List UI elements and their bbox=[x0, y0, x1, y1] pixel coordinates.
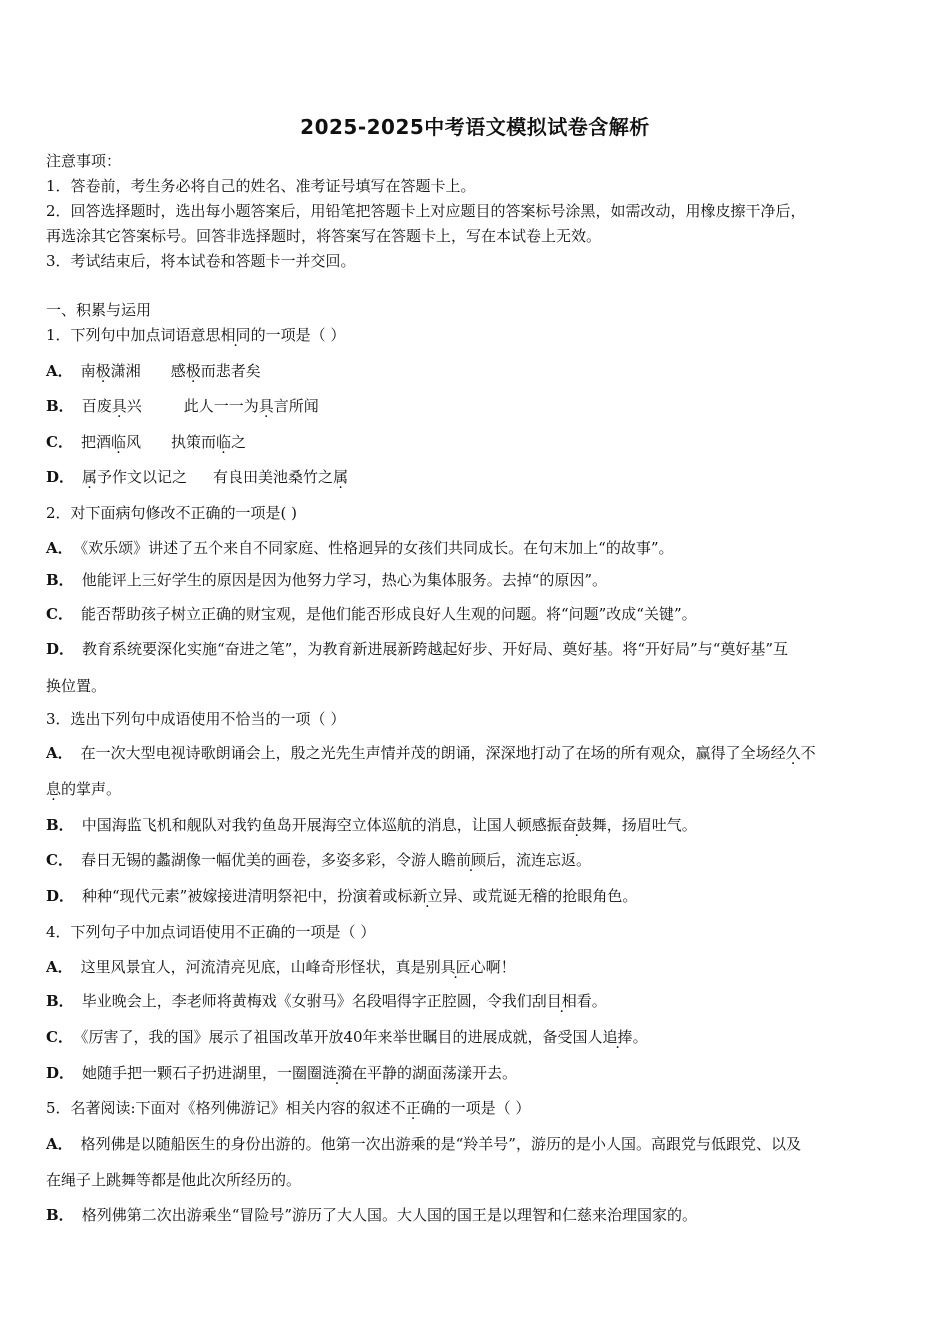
question-1-stem: 1．下列句中加点词语意思相同的一项是（ ） bbox=[46, 326, 346, 344]
question-2-option-b: B． 他能评上三好学生的原因是因为他努力学习，热心为集体服务。去掉“的原因”。 bbox=[46, 571, 608, 589]
emphasis-text: 极 bbox=[95, 362, 111, 380]
section-heading: 一、积累与运用 bbox=[46, 301, 152, 319]
question-4-option-b: B． 毕业晚会上，李老师将黄梅戏《女驸马》名段唱得字正腔圆，令我们刮目相看。 bbox=[46, 992, 607, 1010]
emphasis-text: 极 bbox=[185, 362, 201, 380]
question-1-option-d: D． 属予作文以记之 有良田美池桑竹之属 bbox=[46, 468, 349, 486]
question-4-option-c: C． 《厉害了，我的国》展示了祖国改革开放40年来举世瞩目的进展成就，备受国人追捧。 bbox=[46, 1028, 648, 1046]
notice-item: 1．答卷前，考生务必将自己的姓名、准考证号填写在答题卡上。 bbox=[46, 177, 476, 195]
emphasis-text: 不正确 bbox=[390, 1099, 436, 1117]
question-5-stem: 5．名著阅读:下面对《格列佛游记》相关内容的叙述不正确的一项是（ ） bbox=[46, 1099, 531, 1117]
emphasis-text: 临 bbox=[216, 433, 232, 451]
question-2-option-d: D． 教育系统要深化实施“奋进之笔”，为教育新进展新跨越起好步、开好局、奠好基。将“开好局”与“奠好基”互 bbox=[46, 640, 789, 658]
emphasis-text: 振奋鼓舞 bbox=[546, 816, 607, 834]
question-5-option-a-cont: 在绳子上跳舞等都是他此次所经历的。 bbox=[46, 1171, 302, 1189]
question-1-option-a: A． 南极潇湘 感极而悲者矣 bbox=[46, 362, 261, 380]
question-3-option-c: C． 春日无锡的蠡湖像一幅优美的画卷，多姿多彩，令游人瞻前顾后，流连忘返。 bbox=[46, 851, 591, 869]
question-2-option-c: C． 能否帮助孩子树立正确的财宝观，是他们能否形成良好人生观的问题。将“问题”改成“关键”。 bbox=[46, 605, 697, 623]
question-4-stem: 4．下列句子中加点词语使用不正确的一项是（ ） bbox=[46, 923, 376, 941]
question-3-option-b: B． 中国海监飞机和舰队对我钓鱼岛开展海空立体巡航的消息，让国人顿感振奋鼓舞，扬眉吐气。 bbox=[46, 816, 697, 834]
emphasis-text: 临 bbox=[110, 433, 126, 451]
emphasis-text: 相同 bbox=[220, 326, 251, 344]
emphasis-text: 追捧 bbox=[602, 1028, 633, 1046]
question-5-option-b: B． 格列佛第二次出游乘坐“冒险号”游历了大人国。大人国的国王是以理智和仁慈来治理国家的。 bbox=[46, 1206, 698, 1224]
question-2-option-a: A． 《欢乐颂》讲述了五个来自不同家庭、性格迥异的女孩们共同成长。在句末加上“的故事”。 bbox=[46, 539, 674, 557]
notice-item: 2．回答选择题时，选出每小题答案后，用铅笔把答题卡上对应题目的答案标号涂黑，如需改动，用橡皮擦干净后， bbox=[46, 202, 806, 220]
page-title: 2025-2025中考语文模拟试卷含解析 bbox=[300, 115, 650, 139]
emphasis-text: 标新立异 bbox=[397, 887, 458, 905]
question-2-option-d-cont: 换位置。 bbox=[46, 677, 107, 695]
emphasis-text: 属 bbox=[333, 468, 349, 486]
emphasis-text: 别具匠心 bbox=[425, 958, 486, 976]
emphasis-text: 具 bbox=[111, 397, 127, 415]
emphasis-text: 瞻前顾后 bbox=[440, 851, 501, 869]
notice-heading: 注意事项： bbox=[46, 152, 122, 170]
question-3-option-d: D． 种种“现代元素”被嫁接进清明祭祀中，扮演着或标新立异、或荒诞无稽的抢眼角色。 bbox=[46, 887, 638, 905]
emphasis-text: 息 bbox=[46, 780, 62, 798]
question-3-option-a: A． 在一次大型电视诗歌朗诵会上，殷之光先生声情并茂的朗诵，深深地打动了在场的所有观众，赢得了全场经久不 bbox=[46, 744, 816, 762]
question-1-option-c: C． 把酒临风 执策而临之 bbox=[46, 433, 247, 451]
question-3-option-a-cont: 息的掌声。 bbox=[46, 780, 122, 798]
emphasis-text: 刮目相看 bbox=[531, 992, 592, 1010]
question-5-option-a: A． 格列佛是以随船医生的身份出游的。他第一次出游乘的是“羚羊号”，游历的是小人国。高跟党与低跟党、以及 bbox=[46, 1135, 801, 1153]
question-4-option-a: A． 这里风景宜人，河流清亮见底，山峰奇形怪状，真是别具匠心啊！ bbox=[46, 958, 516, 976]
emphasis-text: 经久不 bbox=[770, 744, 816, 762]
question-4-option-d: D． 她随手把一颗石子扔进湖里，一圈圈涟漪在平静的湖面荡漾开去。 bbox=[46, 1064, 518, 1082]
emphasis-text: 属 bbox=[82, 468, 98, 486]
question-1-option-b: B． 百废具兴 此人一一为具言所闻 bbox=[46, 397, 319, 415]
notice-item: 再选涂其它答案标号。回答非选择题时，将答案写在答题卡上，写在本试卷上无效。 bbox=[46, 227, 602, 245]
notice-item: 3．考试结束后，将本试卷和答题卡一并交回。 bbox=[46, 252, 356, 270]
emphasis-text: 涟漪 bbox=[322, 1064, 353, 1082]
question-2-stem: 2．对下面病句修改不正确的一项是( ) bbox=[46, 504, 298, 522]
question-3-stem: 3．选出下列句中成语使用不恰当的一项（ ） bbox=[46, 710, 346, 728]
emphasis-text: 具 bbox=[258, 397, 274, 415]
